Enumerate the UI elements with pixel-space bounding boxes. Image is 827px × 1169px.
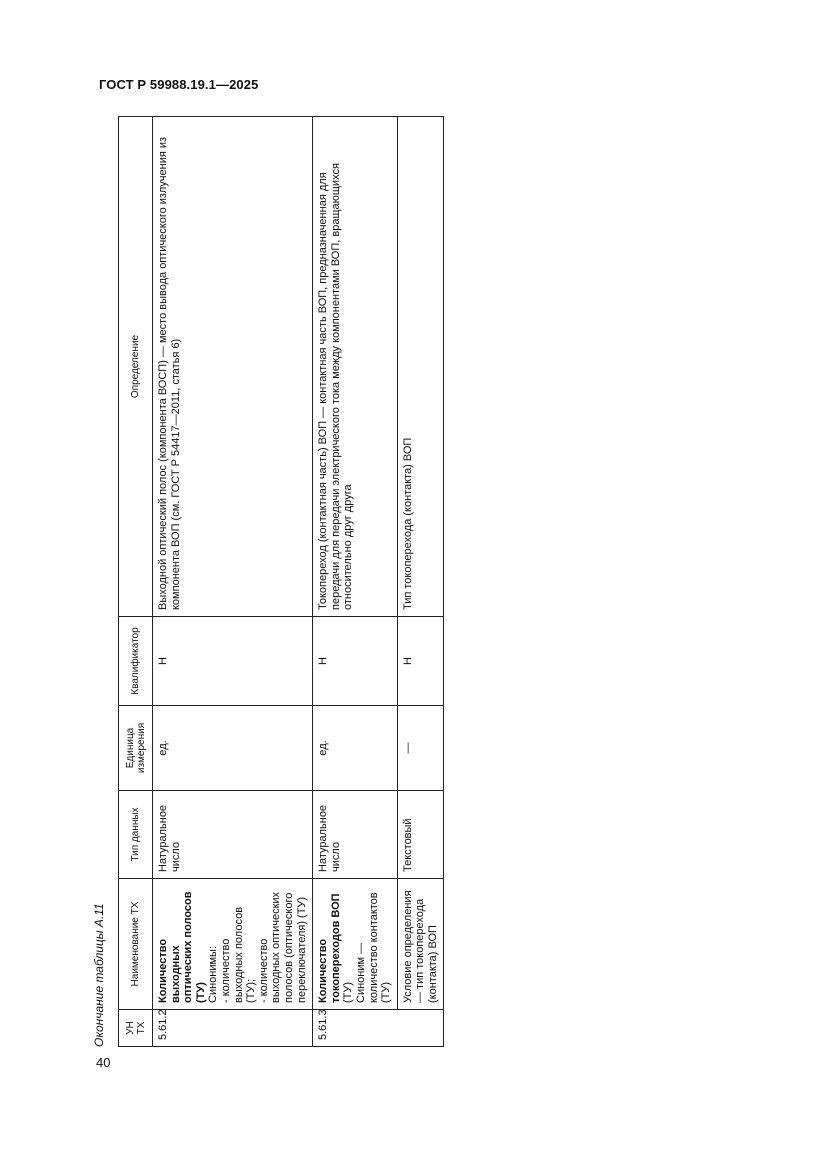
row-name-line: Условие определения — тип токоперехода (контакта) ВОП: [401, 890, 439, 1003]
row-definition: Токопереход (контактная часть) ВОП — контактная часть ВОП, предназначенная для передачи для передачи электрического тока между компонентами ВОП, вращающихся относительно друг друга: [313, 117, 398, 617]
row-name-line: - количество выходных полосов (ТУ);: [219, 906, 258, 1003]
row-definition: Тип токоперехода (контакта) ВОП: [397, 117, 444, 617]
rotated-table-page: [90, 117, 439, 1047]
row-id: [397, 1010, 444, 1047]
row-name-title: Количество выходных оптических полосов (ТУ): [157, 891, 207, 1003]
row-unit: ед.: [313, 706, 398, 791]
column-header-name: Наименование ТХ: [119, 879, 153, 1010]
column-header-unit: Единица измерения: [119, 706, 153, 791]
column-header-id: УН ТХ: [119, 1010, 153, 1047]
document-header: ГОСТ Р 59988.19.1—2025: [99, 77, 259, 92]
table-header-row: [119, 117, 153, 1047]
row-id: 5.61.2: [153, 1010, 313, 1047]
row-unit: —: [397, 706, 444, 791]
row-name-line: Синоним — количество контактов (ТУ): [354, 892, 393, 1003]
column-header-type: Тип данных: [119, 791, 153, 879]
row-name: [153, 879, 313, 1010]
row-type: Натуральное число: [313, 791, 398, 879]
row-definition: Выходной оптический полос (компонента ВОСП) — место вывода оптического излучения из компонента ВОП (см. ГОСТ Р 54417—2011, статья 6): [153, 117, 313, 617]
column-header-definition: Определение: [119, 117, 153, 617]
row-name-title: Количество токопереходов ВОП: [317, 893, 342, 1003]
table-caption: Окончание таблицы А.11: [92, 903, 106, 1047]
row-name-line: - количество выходных оптических полосов (оптического переключателя) (ТУ): [257, 891, 308, 1003]
row-type: Текстовый: [397, 791, 444, 879]
row-id: 5.61.3: [313, 1010, 398, 1047]
row-name-line: Синонимы:: [207, 945, 220, 1003]
row-name: [397, 879, 444, 1010]
column-header-qualifier: Квалификатор: [119, 617, 153, 706]
row-type: Натуральное число: [153, 791, 313, 879]
table-row: [397, 117, 444, 1047]
row-name: [313, 879, 398, 1010]
row-qualifier: Н: [397, 617, 444, 706]
row-qualifier: Н: [153, 617, 313, 706]
row-name-line: (ТУ): [342, 981, 355, 1003]
row-unit: ед.: [153, 706, 313, 791]
table-row: [153, 117, 313, 1047]
page-number: 40: [96, 1055, 111, 1070]
characteristics-table: [118, 116, 444, 1047]
row-qualifier: Н: [313, 617, 398, 706]
table-row: [313, 117, 398, 1047]
